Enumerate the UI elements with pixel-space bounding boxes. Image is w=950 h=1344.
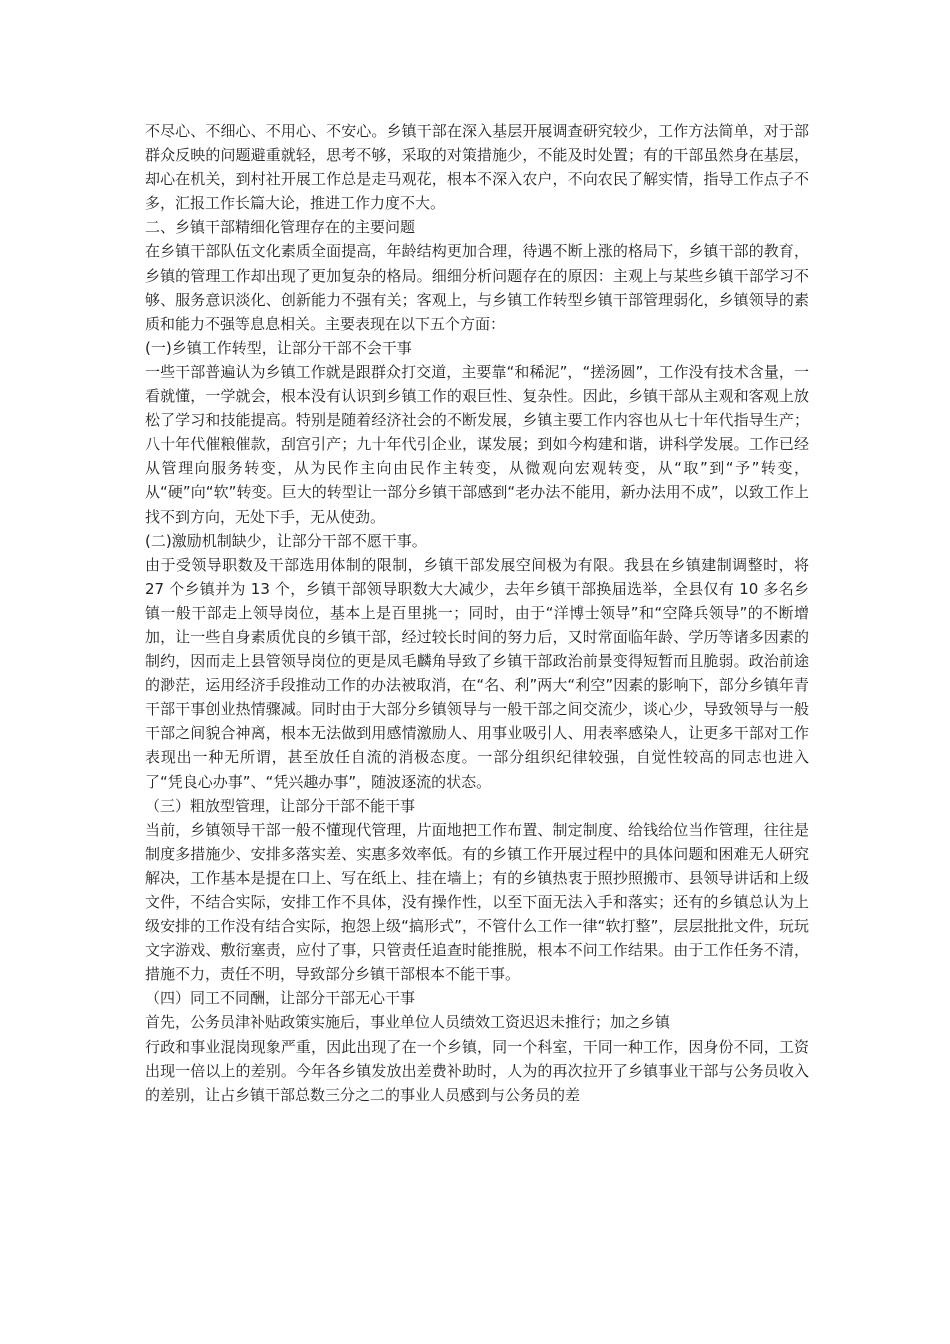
paragraph-section-two-overview: 在乡镇干部队伍文化素质全面提高，年龄结构更加合理，待遇不断上涨的格局下，乡镇干部的教育，乡镇的管理工作却出现了更加复杂的格局。细细分析问题存在的原因：主观上与某些乡镇干部学习不够、服务意识淡化、创新能力不强有关；客观上，与乡镇工作转型乡镇干部管理弱化，乡镇领导的素质和能力不强等息息相关。主要表现在以下五个方面：: [145, 242, 809, 333]
subheading-four: （四）同工不同酬，让部分干部无心干事: [145, 989, 416, 1008]
document-body: [145, 119, 809, 1107]
paragraph-subsection-three: 当前，乡镇领导干部一般不懂现代管理，片面地把工作布置、制定制度、给钱给位当作管理，往往是制度多措施少、安排多落实差、实惠多效率低。有的乡镇工作开展过程中的具体问题和困难无人研究解决，工作基本是提在口上、写在纸上、挂在墙上；有的乡镇热衷于照抄照搬市、县领导讲话和上级文件，不结合实际，安排工作不具体，没有操作性，以至下面无法入手和落实；还有的乡镇总认为上级安排的工作没有结合实际，抱怨上级“搞形式”，不管什么工作一律“软打整”，层层批批文件，玩玩文字游戏、敷衍塞责，应付了事，只管责任追查时能推脱，根本不问工作结果。由于工作任务不清，措施不力，责任不明，导致部分乡镇干部根本不能干事。: [145, 820, 809, 984]
section-heading-two: 二、乡镇干部精细化管理存在的主要问题: [145, 218, 416, 237]
subheading-three: （三）粗放型管理，让部分干部不能干事: [145, 796, 416, 815]
paragraph-subsection-one: 一些干部普遍认为乡镇工作就是跟群众打交道，主要靠“和稀泥”，“搓汤圆”，工作没有技术含量，一看就懂，一学就会，根本没有认识到乡镇工作的艰巨性、复杂性。因此，乡镇干部从主观和客观上放松了学习和技能提高。特别是随着经济社会的不断发展，乡镇主要工作内容也从七十年代指导生产；八十年代催粮催款，刮宫引产；九十年代引企业，谋发展；到如今构建和谐，讲科学发展。工作已经从管理向服务转变，从为民作主向由民作主转变，从微观向宏观转变，从“取”到“予”转变，从“硬”向“软”转变。巨大的转型让一部分乡镇干部感到“老办法不能用，新办法用不成”，以致工作上找不到方向，无处下手，无从使劲。: [145, 362, 809, 526]
paragraph-subsection-four-continued: 行政和事业混岗现象严重，因此出现了在一个乡镇，同一个科室，干同一种工作，因身份不同，工资出现一倍以上的差别。今年各乡镇发放出差费补助时，人为的再次拉开了乡镇事业干部与公务员收入的差别，让占乡镇干部总数三分之二的事业人员感到与公务员的差: [145, 1037, 809, 1104]
paragraph-subsection-four-line-one: 首先，公务员津补贴政策实施后，事业单位人员绩效工资迟迟未推行；加之乡镇: [145, 1013, 671, 1032]
paragraph-intro-continuation: 不尽心、不细心、不用心、不安心。乡镇干部在深入基层开展调查研究较少，工作方法简单，对于部群众反映的问题避重就轻，思考不够，采取的对策措施少，不能及时处置；有的干部虽然身在基层，却心在机关，到村社开展工作总是走马观花，根本不深入农户，不向农民了解实情，指导工作点子不多，汇报工作长篇大论，推进工作力度不大。: [145, 122, 809, 213]
paragraph-subsection-two: 由于受领导职数及干部选用体制的限制，乡镇干部发展空间极为有限。我县在乡镇建制调整时，将 27 个乡镇并为 13 个，乡镇干部领导职数大大减少，去年乡镇干部换届选举，全县仅有 10 多名乡镇一般干部走上领导岗位，基本上是百里挑一；同时，由于“洋博士领导”和“空降兵领导”的不断增加，让一些自身素质优良的乡镇干部，经过较长时间的努力后，又时常面临年龄、学历等诸多因素的制约，因而走上县管领导岗位的更是凤毛麟角导致了乡镇干部政治前景变得短暂而且脆弱。政治前途的渺茫，运用经济手段推动工作的办法被取消，在“名、利”两大“利空”因素的影响下，部分乡镇年青干部干事创业热情骤减。同时由于大部分乡镇领导与一般干部之间交流少，谈心少，导致领导与一般干部之间貌合神离，根本无法做到用感情激励人、用事业吸引人、用表率感染人，让更多干部对工作表现出一种无所谓，甚至放任自流的消极态度。一部分组织纪律较强，自觉性较高的同志也进入了“凭良心办事”、“凭兴趣办事”，随波逐流的状态。: [145, 555, 809, 791]
subheading-two: (二)激励机制缺少，让部分干部不愿干事。: [145, 531, 427, 550]
subheading-one: (一)乡镇工作转型，让部分干部不会干事: [145, 338, 412, 357]
